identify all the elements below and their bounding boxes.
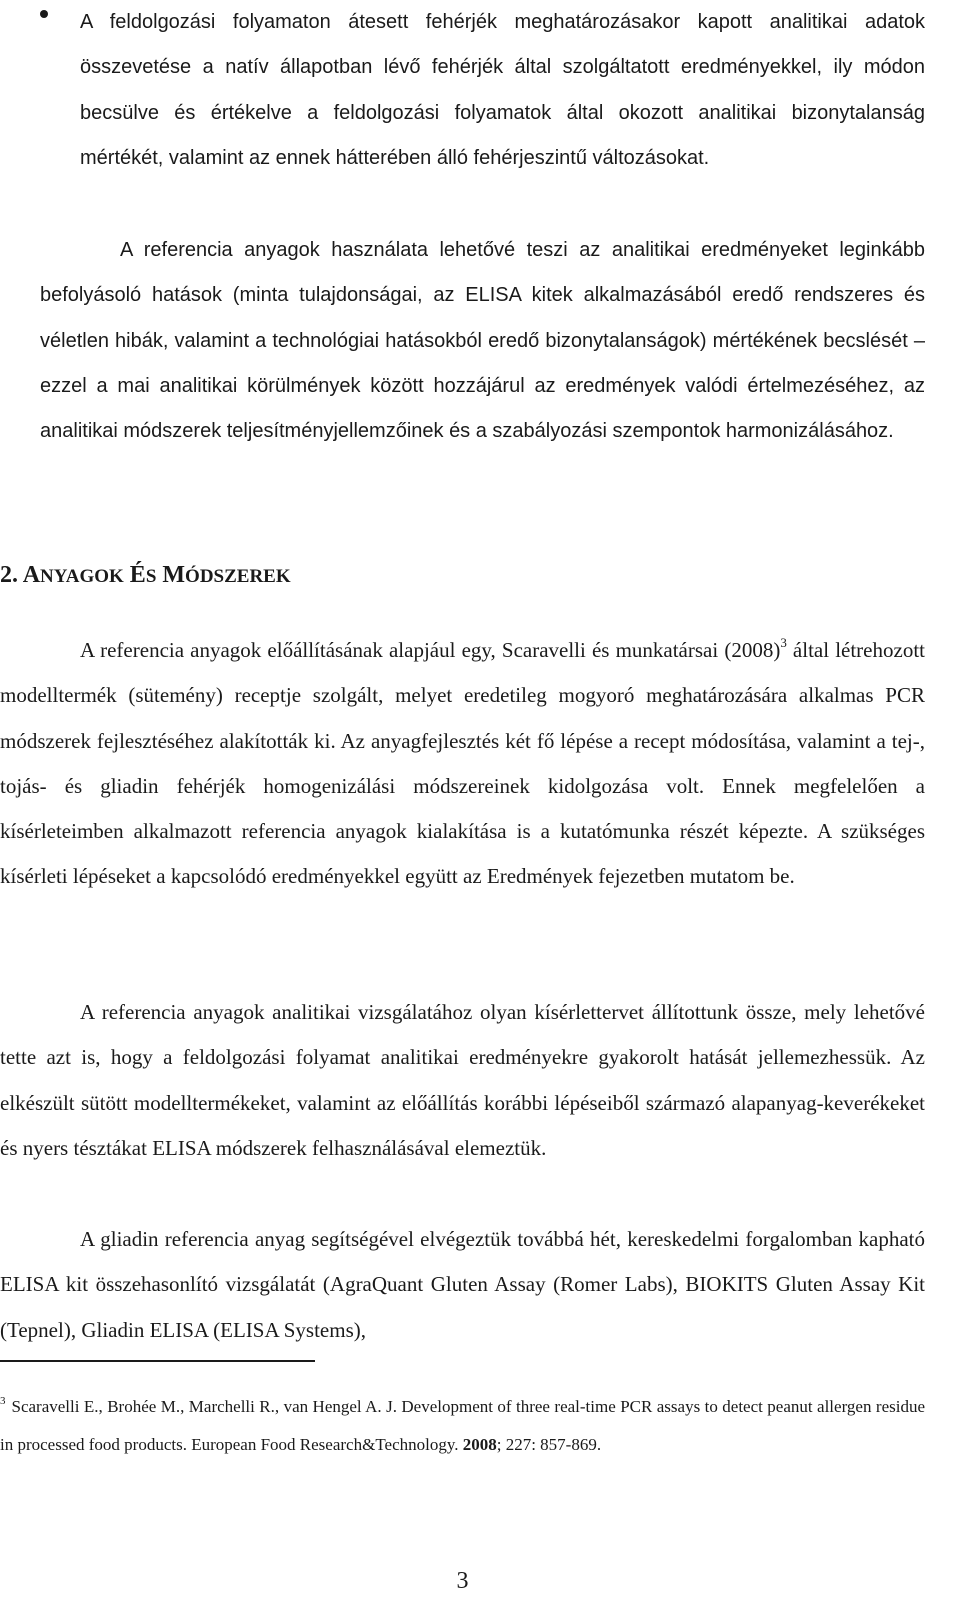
footnote-mark: 3: [0, 1395, 6, 1407]
footnote-separator: [0, 1360, 315, 1362]
footnote: $^3$ Scaravelli E., Brohée M., Marchelli R., van Hengel A. J. Development of three real-time PCR assays to detect peanut allergen residue in processed food products. European Food Research&Technology. 2008; 227: 857-869.: [0, 1395, 925, 1454]
footnote-year: 2008: [462, 1435, 497, 1454]
bullet-list-item: [40, 0, 925, 181]
paragraph-experiment-design: A referencia anyagok analitikai vizsgálatához olyan kísérlettervet állítottunk össze, mely lehetővé tette azt is, hogy a feldolgozási folyamat analitikai eredményekre gyakorolt hatását jellemezhessük. Az elkészült sütött modelltermékeket, valamint az előállítás korábbi lépéseiből származó alapanyag-keverékeket és nyers tésztákat ELISA módszerek felhasználásával elemeztük.: [0, 1000, 925, 1160]
section-title-word-3: MÓDSZEREK: [162, 562, 291, 588]
section-title-word-1: ANYAGOK: [22, 562, 124, 588]
section-heading: [0, 562, 291, 589]
bullet-item-text: A feldolgozási folyamaton átesett fehérjék meghatározásakor kapott analitikai adatok összevetése a natív állapotban lévő fehérjék által szolgáltatott eredményekkel, ily módon becsülve és értékelve a feldolgozási folyamatok által okozott analitikai bizonytalanság mértékét, valamint az ennek hátterében álló fehérjeszintű változásokat.: [80, 11, 925, 169]
page-number: 3: [456, 1568, 469, 1594]
paragraph-reference-materials: A referencia anyagok használata lehetővé teszi az analitikai eredményeket leginkább befolyásoló hatások (minta tulajdonságai, az ELISA kitek alkalmazásából eredő rendszeres és véletlen hibák, valamint a technológiai hatásokból eredő bizonytalanságok) mértékének becslését – ezzel a mai analitikai körülmények között hozzájárul az eredmények valódi értelmezéséhez, az analitikai módszerek teljesítményjellemzőinek és a szabályozási szempontok harmonizálásához.: [40, 239, 925, 443]
section-title-word-2: ÉS: [129, 562, 157, 588]
citation-superscript: 3: [780, 635, 787, 650]
bullet-dot-icon: [40, 10, 48, 18]
paragraph-elisa-comparison: A gliadin referencia anyag segítségével elvégeztük továbbá hét, kereskedelmi forgalomban kapható ELISA kit összehasonlító vizsgálatát (AgraQuant Gluten Assay (Romer Labs), BIOKITS Gluten Assay Kit (Tepnel), Gliadin ELISA (ELISA Systems),: [0, 1227, 925, 1342]
paragraph-materials-basis: A referencia anyagok előállításának alapjául egy, Scaravelli és munkatársai $(2008)^3$ által létrehozott modelltermék (sütemény) receptje szolgált, melyet eredetileg mogyoró meghatározására alkalmas PCR módszerek fejlesztéséhez alakították ki. Az anyagfejlesztés két fő lépése a recept módosítása, valamint a tej-, tojás- és gliadin fehérjék homogenizálási módszereinek kidolgozása volt. Ennek megfelelően a kísérleteimben alkalmazott referencia anyagok kialakítása is a kutatómunka részét képezte. A szükséges kísérleti lépéseket a kapcsolódó eredményekkel együtt az Eredmények fejezetben mutatom be.: [0, 635, 925, 889]
section-number: 2.: [0, 562, 18, 588]
